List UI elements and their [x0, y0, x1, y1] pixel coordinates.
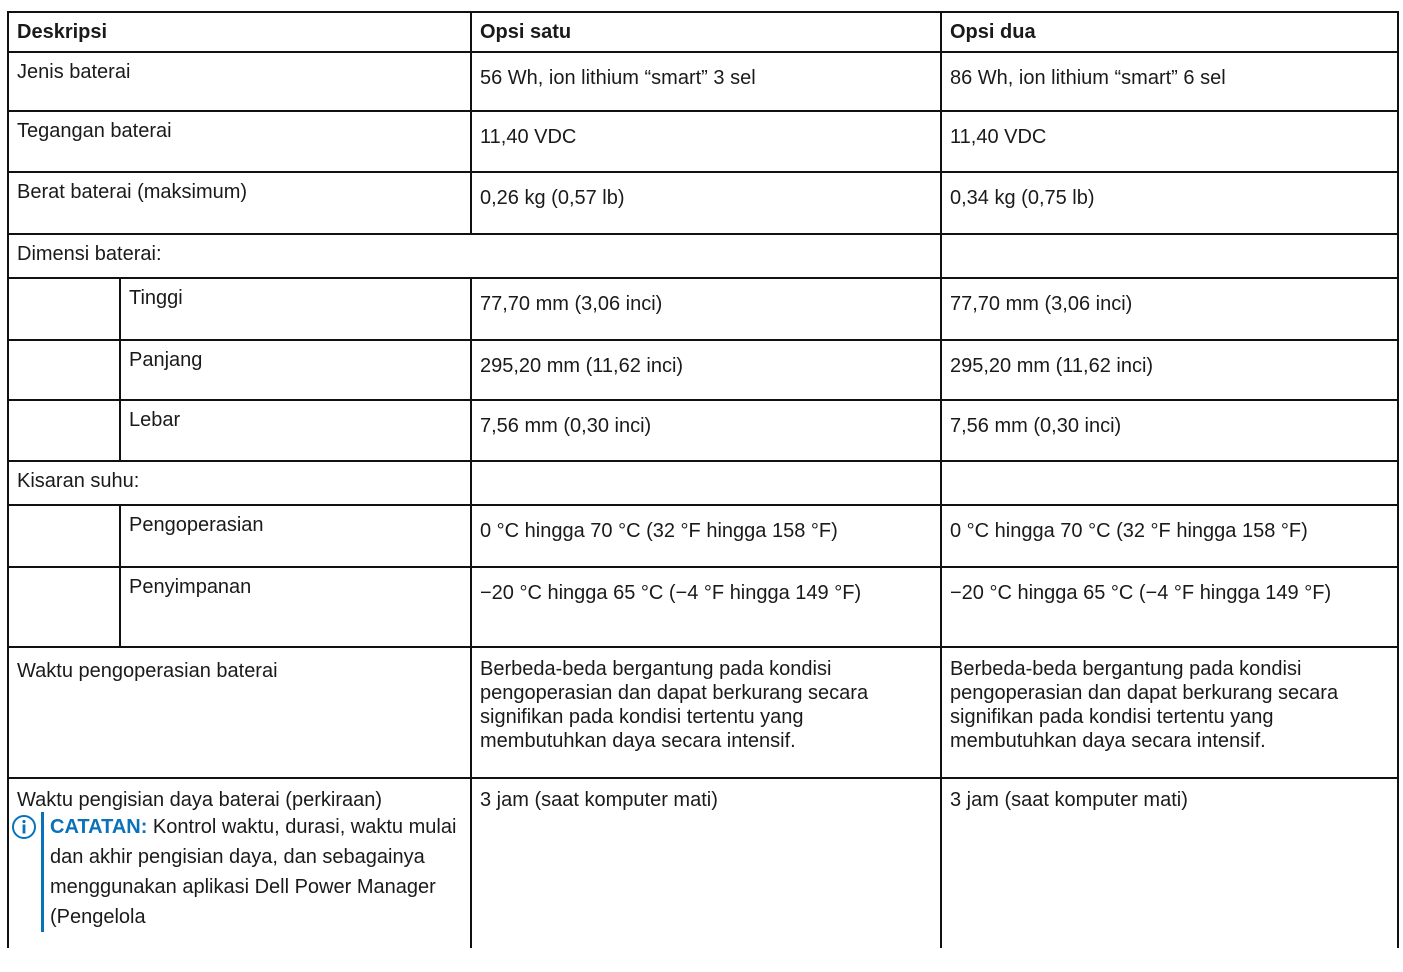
row-label-temperature-range: Kisaran suhu: — [8, 461, 471, 505]
operating-time-option-two: Berbeda-beda bergantung pada kondisi pengoperasian dan dapat berkurang secara signifikan pada kondisi tertentu yang membutuhkan daya secara intensif. — [941, 647, 1398, 778]
charge-time-cell — [8, 778, 471, 948]
indent-cell — [8, 505, 120, 567]
table-row — [8, 778, 1398, 948]
storage-temp-option-two: −20 °C hingga 65 °C (−4 °F hingga 149 °F) — [941, 567, 1398, 647]
table-row — [8, 234, 1398, 278]
table-row — [8, 111, 1398, 172]
note-text: Kontrol waktu, durasi, waktu mulai dan akhir pengisian daya, dan sebagainya menggunakan aplikasi Dell Power Manager (Pengelola — [50, 816, 457, 928]
table-row — [8, 340, 1398, 400]
charge-time-option-one: 3 jam (saat komputer mati) — [471, 778, 941, 948]
height-option-one: 77,70 mm (3,06 inci) — [471, 278, 941, 340]
empty-cell — [941, 234, 1398, 278]
note-body — [41, 812, 462, 932]
row-label-length: Panjang — [120, 340, 471, 400]
length-option-one: 295,20 mm (11,62 inci) — [471, 340, 941, 400]
width-option-two: 7,56 mm (0,30 inci) — [941, 400, 1398, 461]
info-circle-icon — [11, 814, 37, 840]
table-row — [8, 505, 1398, 567]
indent-cell — [8, 340, 120, 400]
table-row — [8, 278, 1398, 340]
row-label-battery-dimensions: Dimensi baterai: — [8, 234, 941, 278]
header-description: Deskripsi — [8, 12, 471, 52]
row-label-height: Tinggi — [120, 278, 471, 340]
battery-voltage-option-one: 11,40 VDC — [471, 111, 941, 172]
operating-temp-option-one: 0 °C hingga 70 °C (32 °F hingga 158 °F) — [471, 505, 941, 567]
table-header-row — [8, 12, 1398, 52]
table-row — [8, 400, 1398, 461]
empty-cell — [941, 461, 1398, 505]
row-label-width: Lebar — [120, 400, 471, 461]
indent-cell — [8, 400, 120, 461]
table-row — [8, 647, 1398, 778]
row-label-battery-voltage: Tegangan baterai — [8, 111, 471, 172]
height-option-two: 77,70 mm (3,06 inci) — [941, 278, 1398, 340]
row-label-storage: Penyimpanan — [120, 567, 471, 647]
battery-weight-option-one: 0,26 kg (0,57 lb) — [471, 172, 941, 234]
header-option-one: Opsi satu — [471, 12, 941, 52]
width-option-one: 7,56 mm (0,30 inci) — [471, 400, 941, 461]
battery-type-option-one: 56 Wh, ion lithium “smart” 3 sel — [471, 52, 941, 111]
table-row — [8, 567, 1398, 647]
operating-time-option-one: Berbeda-beda bergantung pada kondisi pengoperasian dan dapat berkurang secara signifikan pada kondisi tertentu yang membutuhkan daya secara intensif. — [471, 647, 941, 778]
indent-cell — [8, 278, 120, 340]
table-row — [8, 461, 1398, 505]
note-label: CATATAN: — [50, 816, 148, 838]
row-label-battery-type: Jenis baterai — [8, 52, 471, 111]
battery-spec-table — [7, 11, 1399, 948]
table-row — [8, 52, 1398, 111]
battery-weight-option-two: 0,34 kg (0,75 lb) — [941, 172, 1398, 234]
battery-voltage-option-two: 11,40 VDC — [941, 111, 1398, 172]
empty-cell — [471, 461, 941, 505]
row-label-operating-time: Waktu pengoperasian baterai — [8, 647, 471, 778]
operating-temp-option-two: 0 °C hingga 70 °C (32 °F hingga 158 °F) — [941, 505, 1398, 567]
indent-cell — [8, 567, 120, 647]
header-option-two: Opsi dua — [941, 12, 1398, 52]
row-label-charge-time: Waktu pengisian daya baterai (perkiraan) — [17, 789, 383, 811]
battery-type-option-two: 86 Wh, ion lithium “smart” 6 sel — [941, 52, 1398, 111]
table-row — [8, 172, 1398, 234]
row-label-operating: Pengoperasian — [120, 505, 471, 567]
storage-temp-option-one: −20 °C hingga 65 °C (−4 °F hingga 149 °F) — [471, 567, 941, 647]
length-option-two: 295,20 mm (11,62 inci) — [941, 340, 1398, 400]
row-label-battery-weight: Berat baterai (maksimum) — [8, 172, 471, 234]
charge-time-option-two: 3 jam (saat komputer mati) — [941, 778, 1398, 948]
note-block — [11, 814, 462, 932]
